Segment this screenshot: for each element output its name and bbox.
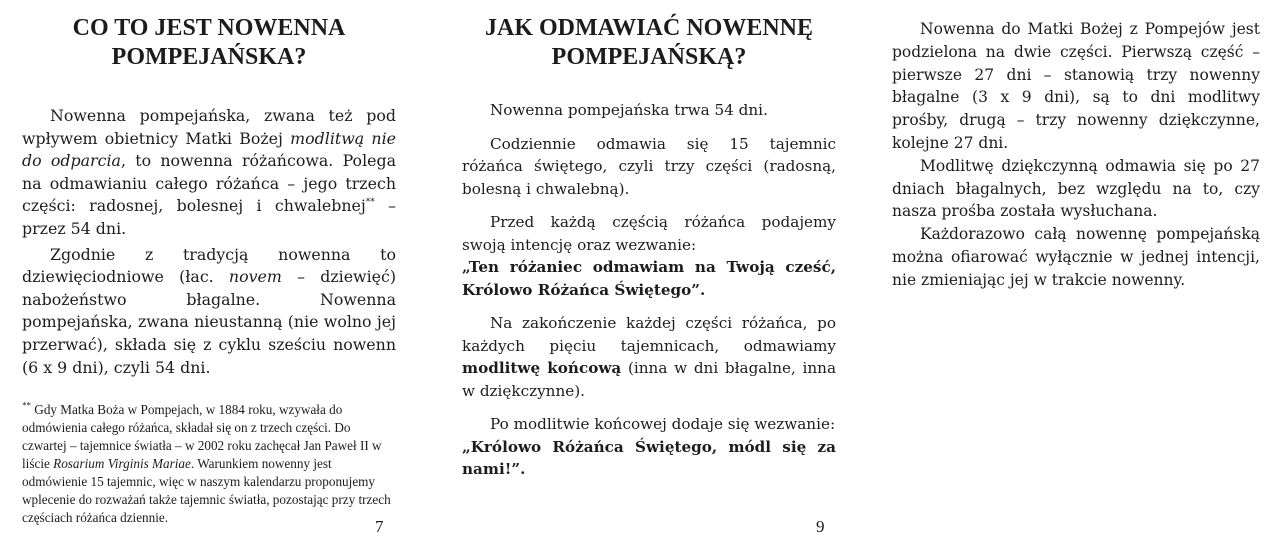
page-title: CO TO JEST NOWENNA POMPEJAŃSKA? xyxy=(72,15,346,70)
page-number: 7 xyxy=(375,517,384,536)
text: Zgodnie z tradycją nowenna to dziewięciodniowe (łac. xyxy=(22,244,396,287)
text: (inna w dni błagalne, inna w dziękczynne). xyxy=(462,359,837,400)
page-9 xyxy=(430,0,850,549)
paragraph-closing-prayer xyxy=(462,312,836,402)
paragraph-daily: Codziennie odmawia się 15 tajemnic różańca świętego, czyli trzy części (radosną, bolesną i chwalebną). xyxy=(462,134,836,198)
page-number: 9 xyxy=(816,517,825,536)
paragraph-tradition xyxy=(22,244,396,380)
page-title: JAK ODMAWIAĆ NOWENNĘ POMPEJAŃSKĄ? xyxy=(484,15,813,70)
paragraph-intention: Każdorazowo całą nowennę pompejańską można ofiarować wyłącznie w jednej intencji, nie zmieniając jej w trakcie nowenny. xyxy=(892,225,1260,289)
footnote-reference: ** xyxy=(365,198,375,209)
text: Na zakończenie każdej części różańca, po każdych pięciu tajemnicach, odmawiamy xyxy=(462,314,836,355)
text: – dziewięć) nabożeństwo błagalne. Nowenna pompejańska, zwana nieustanną (nie wolno jej przerwać), składa się z cyklu sześciu nowenn (6 x 9 dni), czyli 54 dni. xyxy=(22,267,396,377)
text: Gdy Matka Boża w Pompejach, w 1884 roku, wzywała do odmówienia całego różańca, składał się on z trzech części. Do czwartej – tajemnice światła – w 2002 roku zachęcał Jan Paweł II w liście xyxy=(22,402,382,472)
italic-text: novem xyxy=(228,267,282,287)
paragraph-definition xyxy=(22,105,396,241)
text: . Warunkiem nowenny jest odmówienie 15 tajemnic, więc w naszym kalendarzu proponujemy wplecenie do rozważań także tajemnic światła, pozostając przy trzech częściach różańca dziennie. xyxy=(22,456,391,526)
paragraph-parts: Nowenna do Matki Bożej z Pompejów jest podzielona na dwie części. Pierwszą część – pierwsze 27 dni – stanowią trzy nowenny błagalne (3 x 9 dni), są to dni modlitwy prośby, drugą – trzy nowenny dziękczynne, kolejne 27 dni. xyxy=(892,20,1260,152)
bold-text: modlitwę końcową xyxy=(462,359,622,377)
page-10 xyxy=(880,0,1280,549)
text: , to nowenna różańcowa. Polega na odmawianiu całego różańca – jego trzech części: radosnej, bolesnej i chwalebnej xyxy=(22,151,396,216)
paragraph-after-prayer: Po modlitwie końcowej dodaje się wezwanie: xyxy=(490,415,836,433)
italic-text: Rosarium Virginis Mariae xyxy=(53,456,191,472)
paragraph-duration: Nowenna pompejańska trwa 54 dni. xyxy=(490,101,768,119)
page-7 xyxy=(0,0,410,549)
invocation-quote: „Królowo Różańca Świętego, módl się za nami!”. xyxy=(462,437,836,478)
invocation-quote: „Ten różaniec odmawiam na Twoją cześć, Królowo Różańca Świętego”. xyxy=(462,258,836,299)
text: Nowenna pompejańska, zwana też pod wpływem obietnicy Matki Bożej xyxy=(22,106,396,148)
footnote-marker: ** xyxy=(22,400,31,411)
footnote xyxy=(22,401,396,527)
paragraph-thanksgiving: Modlitwę dziękczynną odmawia się po 27 dniach błagalnych, bez względu na to, czy nasza prośba została wysłuchana. xyxy=(892,156,1260,221)
italic-text: modlitwą nie do odparcia xyxy=(22,128,396,171)
text: – przez 54 dni. xyxy=(22,196,397,238)
paragraph-intention: Przed każdą częścią różańca podajemy swoją intencję oraz wezwanie: xyxy=(462,213,836,254)
